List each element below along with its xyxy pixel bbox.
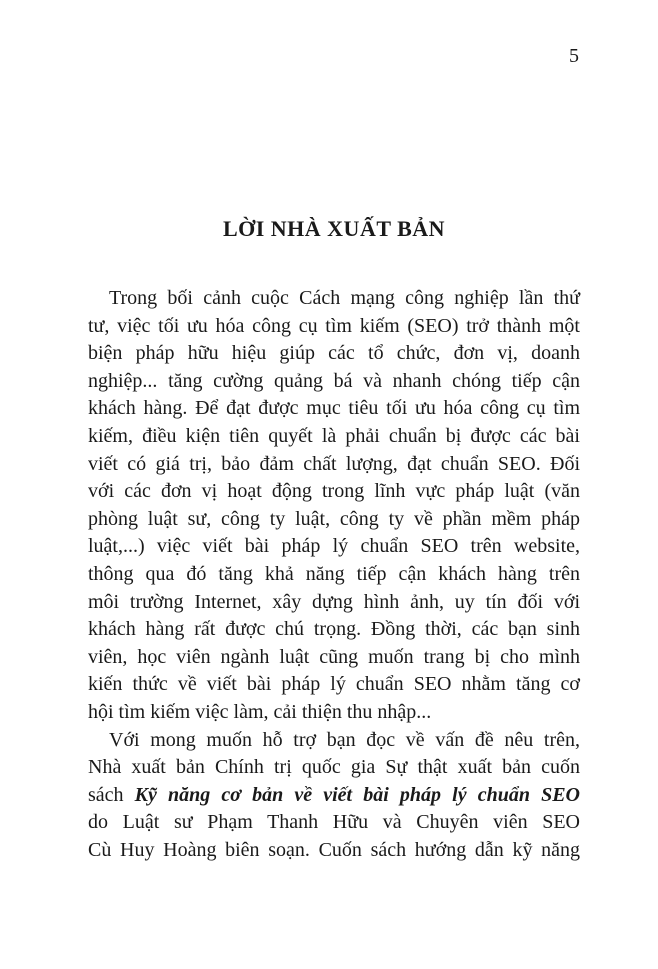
text-line: do Luật sư Phạm Thanh Hữu và Chuyên viên SEO bbox=[88, 811, 580, 834]
book-title-emphasis: Kỹ năng cơ bản về viết bài pháp lý chuẩn SEO bbox=[134, 783, 580, 806]
text-line bbox=[88, 782, 580, 810]
page-title: LỜI NHÀ XUẤT BẢN bbox=[222, 216, 446, 241]
text-line: kiến thức về viết bài pháp lý chuẩn SEO nhằm tăng cơ bbox=[88, 673, 580, 696]
body-text bbox=[88, 285, 580, 864]
text-line: nghiệp... tăng cường quảng bá và nhanh chóng tiếp cận bbox=[88, 369, 580, 392]
text-line: tư, việc tối ưu hóa công cụ tìm kiếm (SEO) trở thành một bbox=[88, 314, 580, 337]
text-line: biện pháp hữu hiệu giúp các tổ chức, đơn vị, doanh bbox=[88, 342, 580, 365]
page-number: 5 bbox=[569, 45, 579, 67]
text-line: Với mong muốn hỗ trợ bạn đọc về vấn đề nêu trên, bbox=[109, 728, 580, 751]
text-line: luật,...) việc viết bài pháp lý chuẩn SEO trên website, bbox=[88, 535, 580, 558]
text-line: với các đơn vị hoạt động trong lĩnh vực pháp luật (văn bbox=[88, 480, 580, 503]
text-line: viết có giá trị, bảo đảm chất lượng, đạt chuẩn SEO. Đối bbox=[88, 452, 580, 475]
text-line: kiếm, điều kiện tiên quyết là phải chuẩn bị được các bài bbox=[88, 424, 580, 447]
text-line: Nhà xuất bản Chính trị quốc gia Sự thật xuất bản cuốn bbox=[88, 756, 580, 779]
text-line: môi trường Internet, xây dựng hình ảnh, uy tín đối với bbox=[88, 590, 580, 613]
text-line: khách hàng rất được chú trọng. Đồng thời, các bạn sinh bbox=[88, 618, 580, 641]
text-run: sách bbox=[88, 783, 135, 806]
text-line: Cù Huy Hoàng biên soạn. Cuốn sách hướng dẫn kỹ năng bbox=[88, 838, 580, 861]
text-line: phòng luật sư, công ty luật, công ty về phần mềm pháp bbox=[88, 507, 580, 530]
text-line: Trong bối cảnh cuộc Cách mạng công nghiệp lần thứ bbox=[109, 287, 580, 309]
text-line: thông qua đó tăng khả năng tiếp cận khách hàng trên bbox=[88, 562, 580, 585]
text-line: hội tìm kiếm việc làm, cải thiện thu nhập... bbox=[88, 700, 432, 723]
text-line: khách hàng. Để đạt được mục tiêu tối ưu hóa công cụ tìm bbox=[88, 397, 580, 420]
text-line: viên, học viên ngành luật cũng muốn trang bị cho mình bbox=[88, 645, 580, 668]
